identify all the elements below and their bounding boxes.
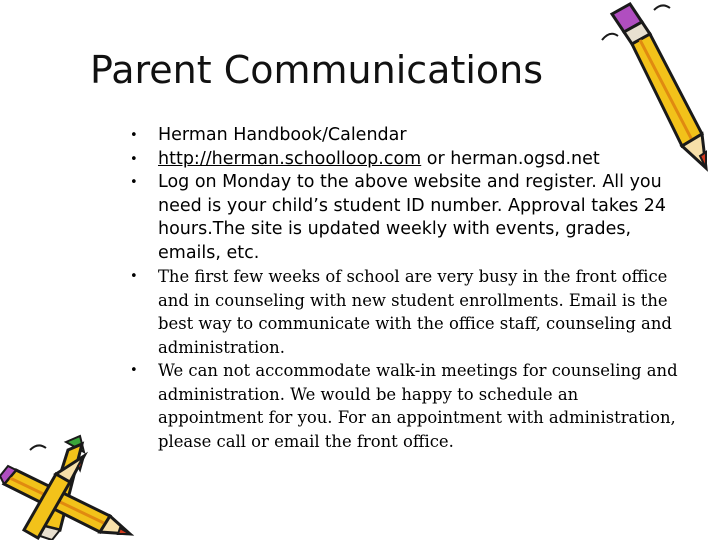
bullet-text: or herman.ogsd.net [421, 148, 600, 169]
bullet-symbol: • [130, 363, 138, 378]
list-item [128, 124, 688, 148]
bullet-text: We can not accommodate walk-in meetings for counseling and administration. We would be happy to schedule an appointment for you. For an appointment with administration, please call or email the front office. [158, 361, 678, 451]
bullet-text: Log on Monday to the above website and register. All you need is your child’s student ID number. Approval takes 24 hours.The site is updated weekly with events, grades, emails, etc. [158, 172, 667, 263]
pencils-icon [0, 430, 160, 540]
list-item [128, 148, 688, 172]
bullet-symbol: • [130, 128, 138, 143]
list-item [128, 265, 688, 359]
bullet-text: The first few weeks of school are very busy in the front office and in counseling with new student enrollments. Email is the best way to communicate with the office staff, counseling and administration. [158, 267, 672, 357]
bullet-symbol: • [130, 151, 138, 167]
slide-title: Parent Communications [90, 48, 544, 92]
list-item [128, 171, 688, 265]
bullet-symbol: • [130, 269, 138, 284]
bullet-text: Herman Handbook/Calendar [158, 125, 407, 145]
bullet-symbol: • [130, 175, 138, 190]
list-item [128, 359, 688, 453]
website-link[interactable]: http://herman.schoolloop.com [158, 148, 422, 169]
bullet-list [128, 124, 688, 453]
